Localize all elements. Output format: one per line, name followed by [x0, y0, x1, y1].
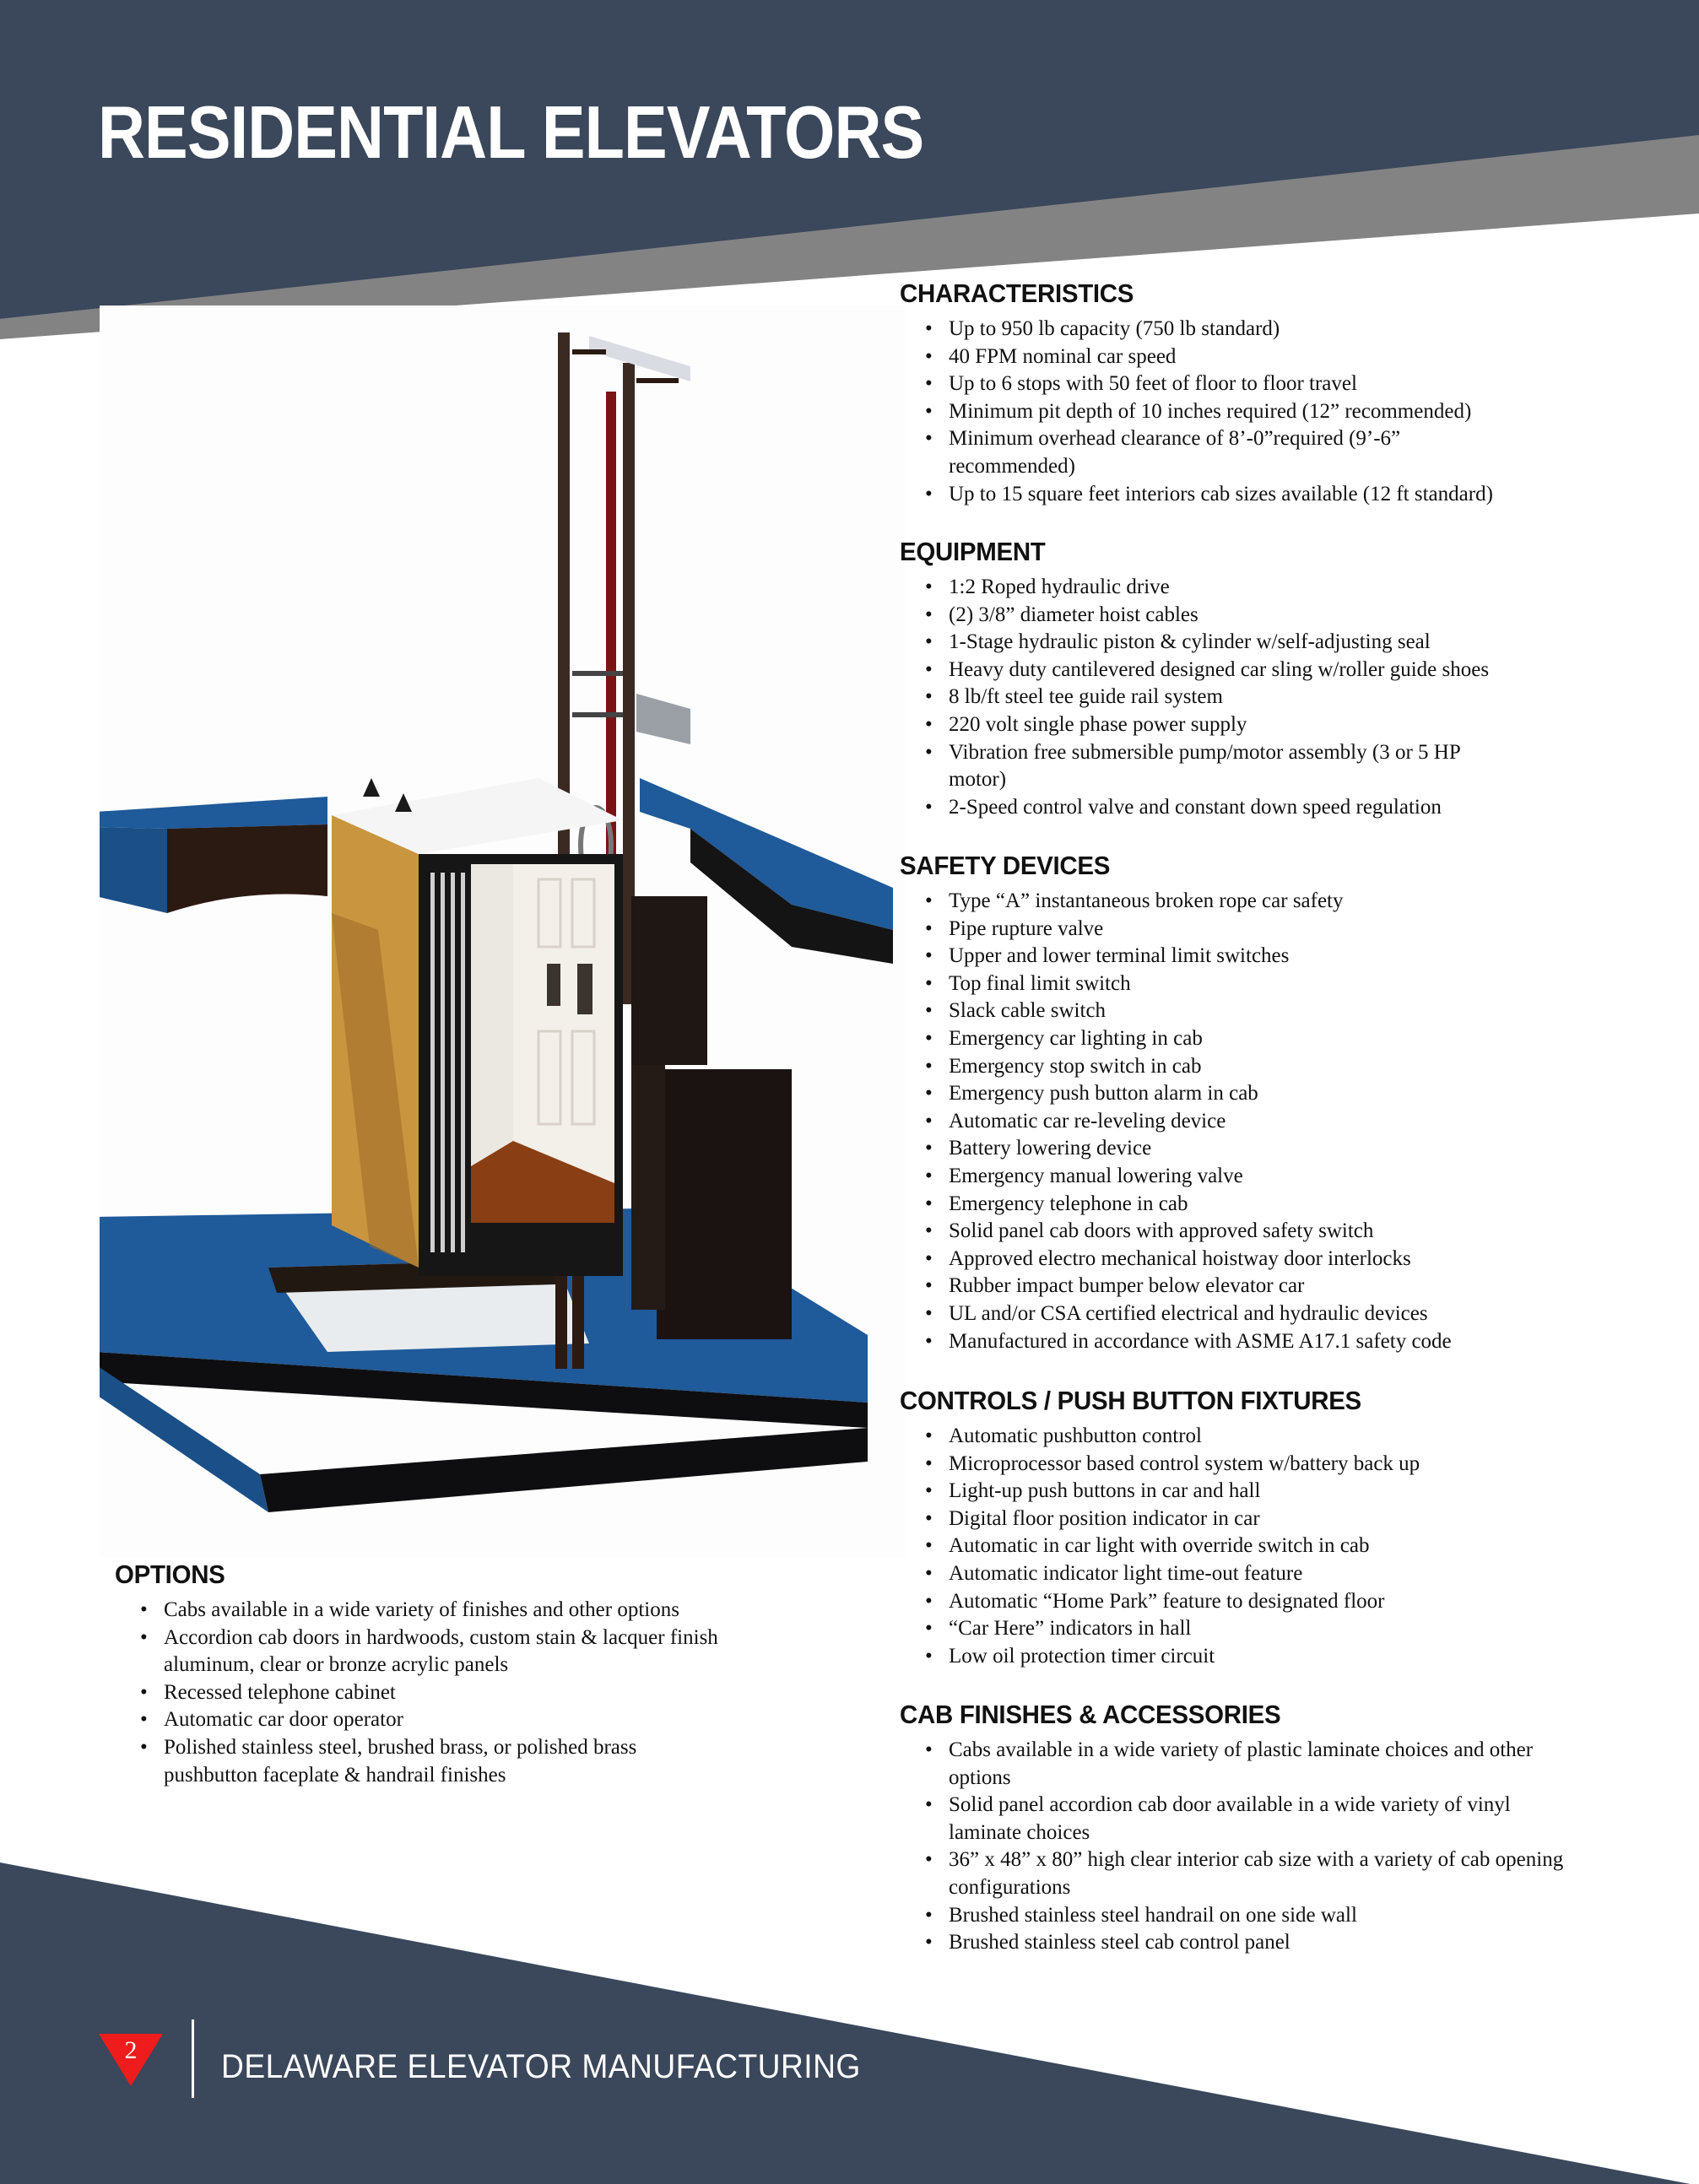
list-item: • Light-up push buttons in car and hall	[900, 1478, 1642, 1506]
bullet-icon: •	[925, 1931, 933, 1954]
bullet-icon: •	[925, 1506, 933, 1530]
bullet-icon: •	[925, 1219, 933, 1243]
bullet-icon: •	[925, 944, 933, 968]
bullet-icon: •	[925, 1301, 933, 1325]
bullet-icon: •	[925, 482, 933, 505]
section-equipment	[900, 537, 1642, 821]
list-item: • Pipe rupture valve	[900, 916, 1642, 943]
bullet-icon: •	[140, 1708, 148, 1732]
section-heading: CHARACTERISTICS	[900, 278, 1134, 308]
options-list	[115, 1597, 790, 1789]
bullet-icon: •	[925, 1617, 933, 1641]
bullet-icon: •	[140, 1735, 148, 1759]
list-item: • Up to 15 square feet interiors cab sizes available (12 ft standard)	[900, 481, 1642, 509]
characteristics-list	[900, 316, 1642, 508]
list-item: • Cabs available in a wide variety of plastic laminate choices and other options	[925, 1738, 1534, 1789]
bullet-icon: •	[925, 685, 933, 709]
page-title: RESIDENTIAL ELEVATORS	[98, 90, 924, 174]
list-item: • 220 volt single phase power supply	[900, 711, 1642, 739]
bullet-icon: •	[140, 1625, 148, 1649]
section-heading: CONTROLS / PUSH BUTTON FIXTURES	[900, 1386, 1361, 1415]
list-item: • Automatic indicator light time-out feature	[900, 1560, 1642, 1588]
list-item: • 1:2 Roped hydraulic drive	[900, 574, 1642, 602]
list-item: • Manufactured in accordance with ASME A17.1 safety code	[900, 1328, 1642, 1356]
bullet-icon: •	[925, 1246, 933, 1270]
bullet-icon: •	[925, 1026, 933, 1050]
elevator-illustration	[100, 305, 906, 1557]
list-item: • Upper and lower terminal limit switches	[900, 943, 1642, 970]
bullet-icon: •	[925, 317, 933, 340]
equipment-list	[900, 574, 1642, 821]
bullet-icon: •	[925, 576, 933, 598]
list-item: • Low oil protection timer circuit	[900, 1643, 1642, 1671]
bullet-icon: •	[925, 657, 933, 681]
bullet-icon: •	[925, 1164, 933, 1187]
bullet-icon: •	[925, 1109, 933, 1133]
bullet-icon: •	[140, 1598, 148, 1621]
elevator-illustration-icon	[100, 305, 906, 1557]
bullet-icon: •	[925, 1848, 933, 1872]
list-item: • UL and/or CSA certified electrical and hydraulic devices	[900, 1300, 1642, 1328]
bullet-icon: •	[925, 795, 933, 819]
section-characteristics	[900, 278, 1642, 508]
list-item: • Solid panel cab doors with approved safety switch	[900, 1218, 1642, 1246]
list-item: • Emergency car lighting in cab	[900, 1025, 1642, 1053]
list-item: • Cabs available in a wide variety of finishes and other options	[115, 1597, 790, 1624]
bullet-icon: •	[925, 603, 933, 626]
list-item: • 2-Speed control valve and constant down speed regulation	[900, 794, 1642, 822]
list-item: • Digital floor position indicator in car	[900, 1506, 1642, 1533]
list-item: • (2) 3/8” diameter hoist cables	[900, 602, 1642, 630]
safety-devices-list	[900, 888, 1642, 1355]
list-item: • 40 FPM nominal car speed	[900, 343, 1642, 371]
list-item: • Emergency push button alarm in cab	[900, 1080, 1642, 1108]
bullet-icon: •	[925, 1424, 933, 1447]
list-item: • Emergency stop switch in cab	[900, 1053, 1642, 1081]
bullet-icon: •	[925, 1192, 933, 1215]
section-controls	[900, 1386, 1642, 1670]
list-item: • 36” x 48” x 80” high clear interior cab size with a variety of cab opening configurations	[925, 1848, 1564, 1899]
bullet-icon: •	[925, 1561, 933, 1585]
bullet-icon: •	[925, 1451, 933, 1475]
bullet-icon: •	[925, 399, 933, 423]
bullet-icon: •	[925, 740, 933, 764]
bullet-icon: •	[925, 1329, 933, 1353]
bullet-icon: •	[925, 344, 933, 368]
list-item: • Vibration free submersible pump/motor assembly (3 or 5 HP motor)	[925, 740, 1460, 792]
list-item: • Approved electro mechanical hoistway door interlocks	[900, 1246, 1642, 1273]
bullet-icon: •	[925, 1479, 933, 1503]
bullet-icon: •	[925, 889, 933, 912]
bullet-icon: •	[925, 1274, 933, 1298]
bullet-icon: •	[925, 712, 933, 736]
list-item: • Minimum pit depth of 10 inches required (12” recommended)	[900, 398, 1642, 426]
list-item: • Up to 950 lb capacity (750 lb standard)	[900, 316, 1642, 343]
footer-divider	[192, 2019, 194, 2098]
list-item: • Automatic car door operator	[115, 1706, 790, 1734]
list-item: • 8 lb/ft steel tee guide rail system	[900, 684, 1642, 711]
list-item: • Brushed stainless steel handrail on one side wall	[900, 1902, 1575, 1930]
bullet-icon: •	[925, 971, 933, 995]
bullet-icon: •	[925, 999, 933, 1023]
list-item: • Emergency manual lowering valve	[900, 1163, 1642, 1191]
list-item: • Solid panel accordion cab door available in a wide variety of vinyl laminate choices	[925, 1793, 1511, 1844]
list-item: • Top final limit switch	[900, 970, 1642, 998]
controls-list	[900, 1423, 1642, 1670]
bullet-icon: •	[925, 1793, 933, 1817]
list-item: • Brushed stainless steel cab control panel	[900, 1929, 1575, 1957]
section-heading: CAB FINISHES & ACCESSORIES	[900, 1700, 1281, 1729]
section-options	[115, 1560, 841, 1789]
bullet-icon: •	[925, 1644, 933, 1668]
list-item: • Up to 6 stops with 50 feet of floor to floor travel	[900, 370, 1642, 398]
list-item: • Minimum overhead clearance of 8’-0”required (9’-6” recommended)	[925, 427, 1401, 478]
bullet-icon: •	[925, 372, 933, 396]
section-cab-finishes	[900, 1700, 1642, 1957]
section-safety-devices	[900, 851, 1642, 1355]
list-item: • Automatic pushbutton control	[900, 1423, 1642, 1451]
bullet-icon: •	[925, 1903, 933, 1927]
bullet-icon: •	[925, 427, 933, 451]
list-item: • Automatic in car light with override switch in cab	[900, 1533, 1642, 1560]
list-item: • Rubber impact bumper below elevator car	[900, 1273, 1642, 1300]
bullet-icon: •	[925, 1082, 933, 1106]
list-item: • 1-Stage hydraulic piston & cylinder w/self-adjusting seal	[900, 629, 1642, 657]
list-item: • Slack cable switch	[900, 997, 1642, 1025]
bullet-icon: •	[925, 1054, 933, 1078]
list-item: • Emergency telephone in cab	[900, 1191, 1642, 1219]
list-item: • Microprocessor based control system w/battery back up	[900, 1451, 1642, 1479]
list-item: • Accordion cab doors in hardwoods, custom stain & lacquer finish aluminum, clear or bronze acrylic panels	[140, 1625, 718, 1677]
list-item: • Automatic car re-leveling device	[900, 1108, 1642, 1136]
page-number-badge	[99, 2034, 163, 2086]
section-heading: OPTIONS	[115, 1560, 225, 1589]
list-item: • Recessed telephone cabinet	[115, 1679, 790, 1707]
footer-brand-name: DELAWARE ELEVATOR MANUFACTURING	[221, 2048, 861, 2085]
list-item: • Battery lowering device	[900, 1135, 1642, 1163]
list-item: • Automatic “Home Park” feature to designated floor	[900, 1588, 1642, 1616]
bullet-icon: •	[925, 1137, 933, 1160]
section-heading: EQUIPMENT	[900, 537, 1046, 566]
section-heading: SAFETY DEVICES	[900, 851, 1111, 880]
list-item: • Polished stainless steel, brushed brass, or polished brass pushbutton faceplate & handrail finishes	[140, 1735, 637, 1787]
list-item: • “Car Here” indicators in hall	[900, 1615, 1642, 1643]
bullet-icon: •	[925, 1738, 933, 1761]
bullet-icon: •	[925, 1589, 933, 1613]
list-item: • Type “A” instantaneous broken rope car safety	[900, 888, 1642, 916]
bullet-icon: •	[925, 1534, 933, 1558]
cab-finishes-list	[900, 1737, 1575, 1957]
bullet-icon: •	[925, 916, 933, 940]
list-item: • Heavy duty cantilevered designed car sling w/roller guide shoes	[900, 657, 1642, 684]
bullet-icon: •	[925, 630, 933, 654]
page-number: 2	[124, 2036, 138, 2064]
bullet-icon: •	[140, 1680, 148, 1704]
